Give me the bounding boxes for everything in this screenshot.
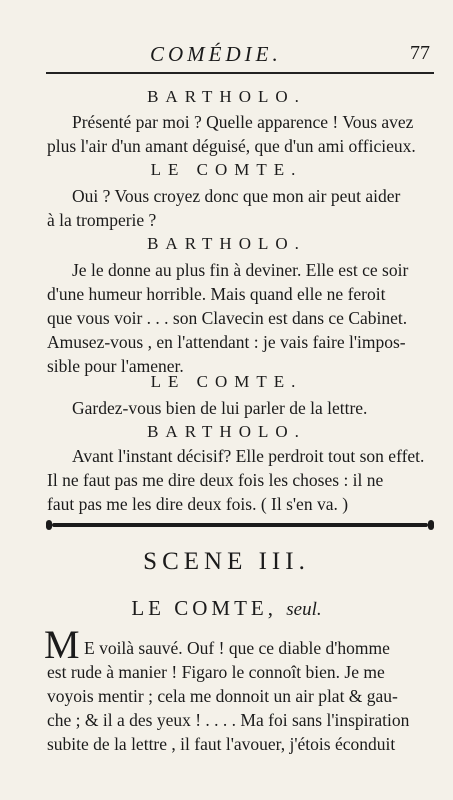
dialogue-line: que vous voir . . . son Clavecin est dans ce Cabinet. (47, 308, 408, 328)
scene-line: che ; & il a des yeux ! . . . . Ma foi sans l'inspiration (47, 710, 410, 730)
rule-bar (52, 523, 428, 527)
dialogue-line: d'une humeur horrible. Mais quand elle ne feroit (47, 284, 386, 304)
page-number: 77 (410, 42, 430, 64)
dialogue-line: Je le donne au plus fin à deviner. Elle est ce soir (72, 260, 409, 280)
dialogue-line: Oui ? Vous croyez donc que mon air peut aider (72, 186, 401, 206)
speaker-le-comte: LE COMTE. (150, 372, 303, 391)
ornamental-rule (46, 520, 434, 530)
scene-line: voyois mentir ; cela me donnoit un air plat & gau- (47, 686, 398, 706)
rule-end (428, 520, 434, 530)
speaker-bartholo: BARTHOLO. (147, 234, 306, 253)
dialogue-line: plus l'air d'un amant déguisé, que d'un ami officieux. (47, 136, 416, 156)
scene-line: est rude à manier ! Figaro le connoît bien. Je me (47, 662, 385, 682)
dialogue-line: Il ne faut pas me dire deux fois les choses : il ne (47, 470, 384, 490)
header-rule (46, 72, 434, 74)
dialogue-line: Gardez-vous bien de lui parler de la lettre. (72, 398, 368, 418)
dialogue-line: Avant l'instant décisif? Elle perdroit tout son effet. (72, 446, 425, 466)
scene-subtitle (0, 596, 453, 621)
speaker-bartholo: BARTHOLO. (147, 422, 306, 441)
scene-note: seul. (286, 599, 322, 620)
scene-line: E voilà sauvé. Ouf ! que ce diable d'homme (84, 638, 390, 658)
dialogue-line: à la tromperie ? (47, 210, 157, 230)
drop-cap: M (44, 622, 80, 667)
speaker-le-comte: LE COMTE. (150, 160, 303, 179)
dialogue-line: faut pas me les dire deux fois. ( Il s'en va. ) (47, 494, 349, 514)
scene-line: subite de la lettre , il faut l'avouer, j'étois éconduit (47, 734, 396, 754)
dialogue-line: Présenté par moi ? Quelle apparence ! Vous avez (72, 112, 414, 132)
scene-title: SCENE III. (143, 548, 310, 575)
running-head: COMÉDIE. (150, 42, 282, 66)
dialogue-line: sible pour l'amener. (47, 356, 184, 376)
speaker-bartholo: BARTHOLO. (147, 87, 306, 106)
scene-character: LE COMTE, (131, 596, 278, 620)
dialogue-line: Amusez-vous , en l'attendant : je vais faire l'impos- (47, 332, 406, 352)
